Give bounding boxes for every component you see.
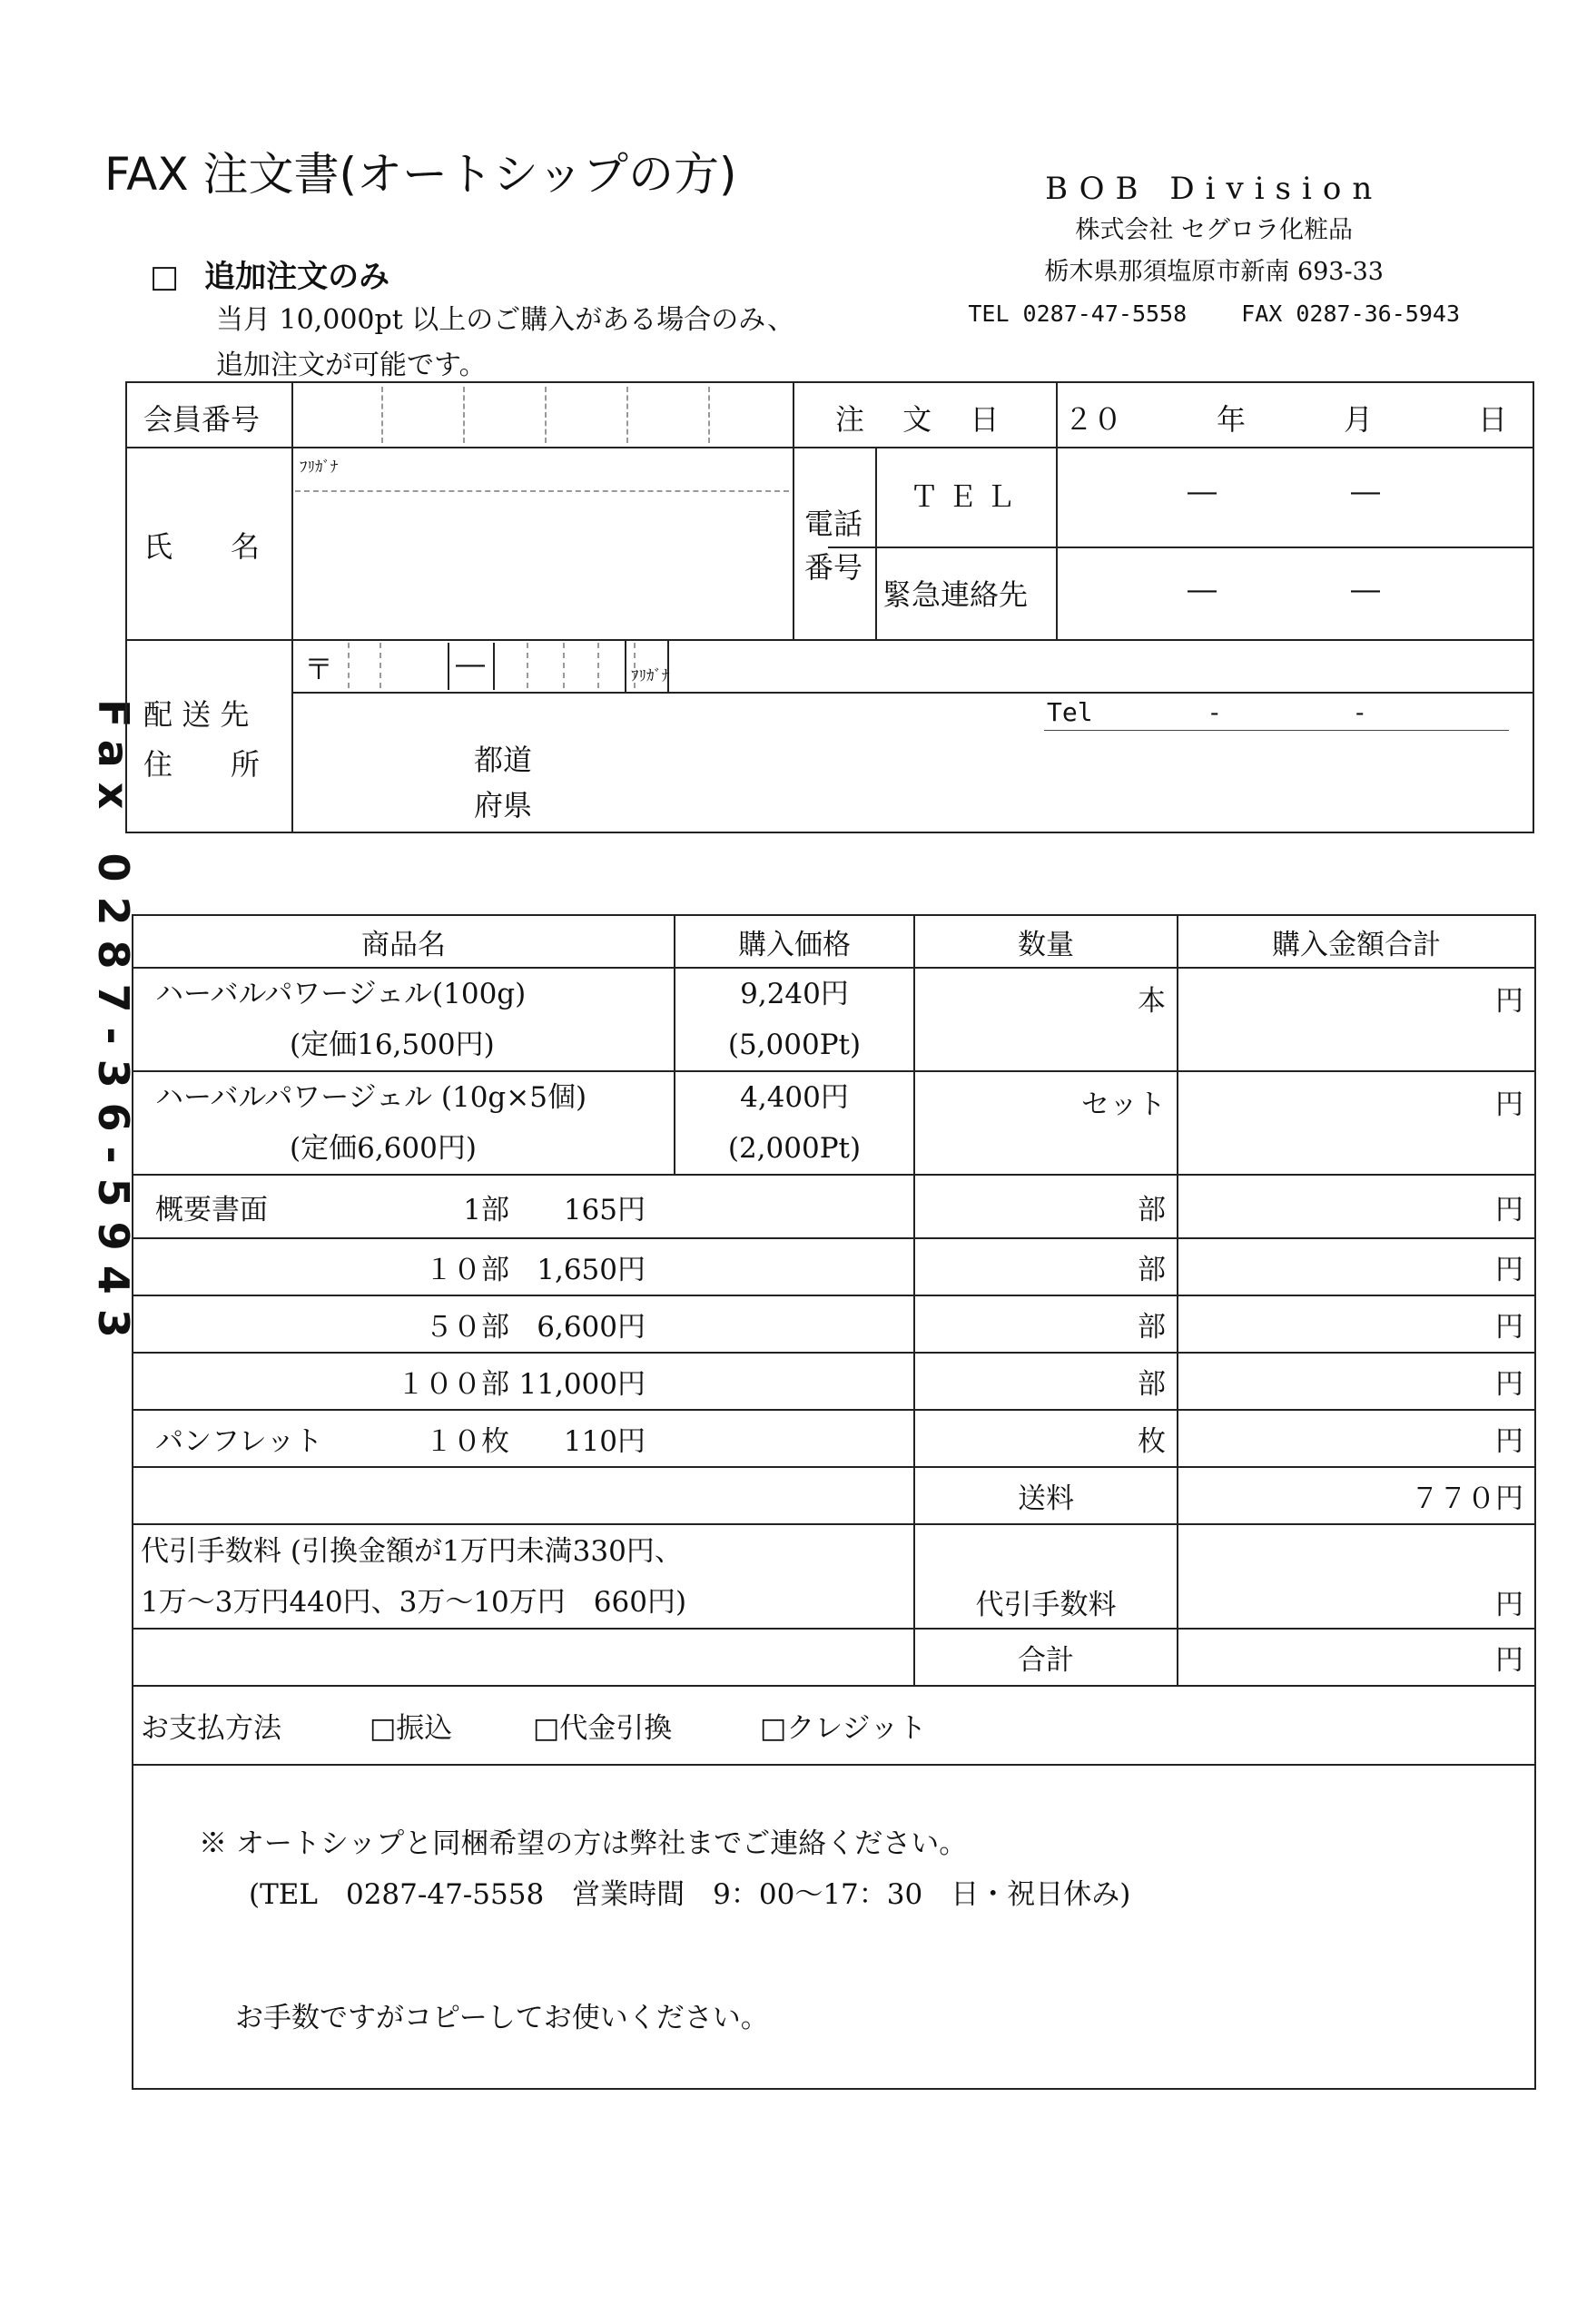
- emergency-dash-2: ―: [1351, 572, 1380, 606]
- product-row-10g: [133, 1071, 1535, 1175]
- additional-order-note-line1: 当月 10,000pt 以上のご購入がある場合のみ、: [216, 304, 795, 336]
- doc-price: 6,600円: [537, 1311, 646, 1344]
- side-fax-number: Fax 0287-36-5943: [89, 699, 138, 1353]
- payment-option-credit[interactable]: □クレジット: [760, 1712, 927, 1745]
- quantity-unit: 本: [1138, 985, 1166, 1018]
- doc-price: 165円: [563, 1193, 646, 1226]
- tel-dash-1: ―: [1188, 474, 1217, 508]
- doc-qty: ５０部: [425, 1311, 509, 1344]
- notice-line3: お手数ですがコピーしてお使いください。: [235, 2002, 769, 2034]
- amount-cell[interactable]: [1178, 1295, 1535, 1353]
- emergency-dash-1: ―: [1188, 572, 1217, 606]
- order-date-20: ２０: [1064, 402, 1123, 437]
- additional-order-note: [216, 298, 794, 389]
- company-name: 株式会社 セグロラ化粧品: [1075, 216, 1353, 244]
- total-amount[interactable]: [1178, 1629, 1535, 1686]
- yen-unit: 円: [1495, 1311, 1523, 1344]
- product-name: ハーバルパワージェル (10g×5個): [155, 1081, 587, 1114]
- additional-order-note-line2: 追加注文が可能です。: [216, 350, 487, 381]
- company-contact: [968, 293, 1460, 335]
- product-points: (5,000Pt): [727, 1029, 862, 1061]
- prefecture-label-1: 都道: [474, 743, 533, 777]
- yen-unit: 円: [1495, 1193, 1523, 1226]
- amount-cell[interactable]: [1178, 1238, 1535, 1295]
- order-date-day: 日: [1478, 402, 1508, 437]
- company-division: BOB Division: [1045, 171, 1384, 207]
- yen-unit: 円: [1495, 1644, 1523, 1677]
- company-tel: TEL 0287-47-5558: [968, 300, 1188, 327]
- product-list-price: (定価6,600円): [290, 1132, 477, 1165]
- doc-row-1: [133, 1175, 1535, 1238]
- yen-unit: 円: [1495, 1425, 1523, 1458]
- payment-option-transfer[interactable]: □振込: [370, 1712, 453, 1745]
- shipping-label-2: 住 所: [143, 747, 261, 782]
- address-tel-dash-2: -: [1355, 697, 1365, 727]
- shipping-row: [133, 1467, 1535, 1524]
- notice-row: [133, 1765, 1535, 2089]
- header-price: 購入価格: [675, 915, 914, 968]
- quantity-unit: 部: [1138, 1193, 1166, 1226]
- product-list-price: (定価16,500円): [290, 1029, 495, 1061]
- additional-order-checkbox[interactable]: □: [150, 259, 180, 295]
- product-price: 9,240円: [740, 978, 849, 1010]
- quantity-cell[interactable]: [914, 1238, 1178, 1295]
- shipping-label: 送料: [914, 1467, 1178, 1524]
- address-tel-dash-1: -: [1210, 697, 1219, 727]
- cod-fee-amount[interactable]: [1178, 1524, 1535, 1629]
- table-header-row: [133, 915, 1535, 968]
- doc-price: 1,650円: [537, 1254, 646, 1286]
- prefecture-label-2: 府県: [474, 788, 533, 822]
- company-fax: FAX 0287-36-5943: [1241, 300, 1460, 327]
- quantity-cell[interactable]: [914, 1175, 1178, 1238]
- quantity-cell[interactable]: [914, 1071, 1178, 1175]
- payment-method-label: お支払方法: [141, 1712, 281, 1745]
- cod-fee-row: [133, 1524, 1535, 1629]
- quantity-unit: 枚: [1138, 1425, 1166, 1458]
- name-furigana-label: ﾌﾘｶﾞﾅ: [300, 458, 339, 477]
- doc-row-4: [133, 1353, 1535, 1410]
- doc-qty: 1部: [463, 1193, 509, 1226]
- cod-fee-label: 代引手数料: [914, 1524, 1178, 1629]
- member-number-label: 会員番号: [143, 402, 261, 437]
- postal-mark: 〒: [304, 652, 334, 686]
- quantity-unit: 部: [1138, 1311, 1166, 1344]
- amount-cell[interactable]: [1178, 1071, 1535, 1175]
- payment-row: [133, 1686, 1535, 1765]
- quantity-unit: セット: [1081, 1088, 1166, 1121]
- phone-label-1: 電話: [804, 507, 863, 541]
- pamphlet-row: [133, 1410, 1535, 1467]
- address-furigana-label: ﾌﾘｶﾞﾅ: [631, 667, 670, 685]
- cod-note-line2: 1万〜3万円440円、3万〜10万円 660円): [141, 1585, 687, 1619]
- product-price: 4,400円: [740, 1081, 849, 1114]
- amount-cell[interactable]: [1178, 1175, 1535, 1238]
- quantity-unit: 部: [1138, 1368, 1166, 1401]
- product-name: ハーバルパワージェル(100g): [155, 978, 527, 1010]
- product-points: (2,000Pt): [727, 1132, 862, 1165]
- product-row-100g: [133, 968, 1535, 1071]
- quantity-cell[interactable]: [914, 968, 1178, 1071]
- order-date-month: 月: [1344, 402, 1374, 437]
- notice-line1: ※ オートシップと同梱希望の方は弊社までご連絡ください。: [199, 1827, 968, 1860]
- doc-qty: １０枚: [425, 1425, 509, 1458]
- doc-label: 概要書面: [155, 1193, 268, 1226]
- page-title: FAX 注文書(オートシップの方): [104, 148, 737, 201]
- quantity-unit: 部: [1138, 1254, 1166, 1286]
- yen-unit: 円: [1495, 1254, 1523, 1286]
- total-row: [133, 1629, 1535, 1686]
- doc-price: 11,000円: [518, 1368, 646, 1401]
- phone-label-2: 番号: [804, 550, 863, 585]
- tel-dash-2: ―: [1351, 474, 1380, 508]
- payment-option-cod[interactable]: □代金引換: [533, 1712, 673, 1745]
- header-quantity: 数量: [914, 915, 1178, 968]
- amount-cell[interactable]: [1178, 968, 1535, 1071]
- postal-dash: ―: [456, 646, 485, 681]
- company-address: 栃木県那須塩原市新南 693-33: [1044, 258, 1384, 286]
- header-total: 購入金額合計: [1178, 915, 1535, 968]
- doc-qty: １００部: [397, 1368, 509, 1401]
- order-date-year: 年: [1217, 402, 1247, 437]
- doc-label: パンフレット: [155, 1425, 323, 1458]
- doc-row-2: [133, 1238, 1535, 1295]
- yen-unit: 円: [1495, 1589, 1523, 1621]
- amount-cell[interactable]: [1178, 1410, 1535, 1467]
- amount-cell[interactable]: [1178, 1353, 1535, 1410]
- doc-price: 110円: [563, 1425, 646, 1458]
- quantity-cell[interactable]: [914, 1353, 1178, 1410]
- emergency-contact-label: 緊急連絡先: [882, 577, 1029, 612]
- address-tel-label: Tel: [1047, 697, 1093, 727]
- name-label: 氏 名: [143, 529, 261, 564]
- order-date-label: 注 文 日: [835, 402, 1014, 437]
- doc-row-3: [133, 1295, 1535, 1353]
- quantity-cell[interactable]: [914, 1295, 1178, 1353]
- notice-line2: (TEL 0287-47-5558 営業時間 9：00〜17：30 日・祝日休み): [249, 1878, 1131, 1911]
- tel-label: ＴＥＬ: [910, 479, 1025, 514]
- customer-info-form: [125, 381, 1534, 833]
- order-table: [132, 914, 1536, 2090]
- cod-note-line1: 代引手数料 (引換金額が1万円未満330円、: [141, 1534, 683, 1568]
- doc-qty: １０部: [425, 1254, 509, 1286]
- quantity-cell[interactable]: [914, 1410, 1178, 1467]
- shipping-label-1: 配 送 先: [143, 697, 250, 732]
- additional-order-option[interactable]: [150, 251, 389, 296]
- shipping-value: ７７０円: [1178, 1467, 1535, 1524]
- yen-unit: 円: [1495, 1368, 1523, 1401]
- yen-unit: 円: [1495, 985, 1523, 1018]
- company-info: [968, 168, 1460, 335]
- additional-order-label: 追加注文のみ: [204, 259, 390, 295]
- yen-unit: 円: [1495, 1088, 1523, 1121]
- header-product-name: 商品名: [133, 915, 675, 968]
- total-label: 合計: [914, 1629, 1178, 1686]
